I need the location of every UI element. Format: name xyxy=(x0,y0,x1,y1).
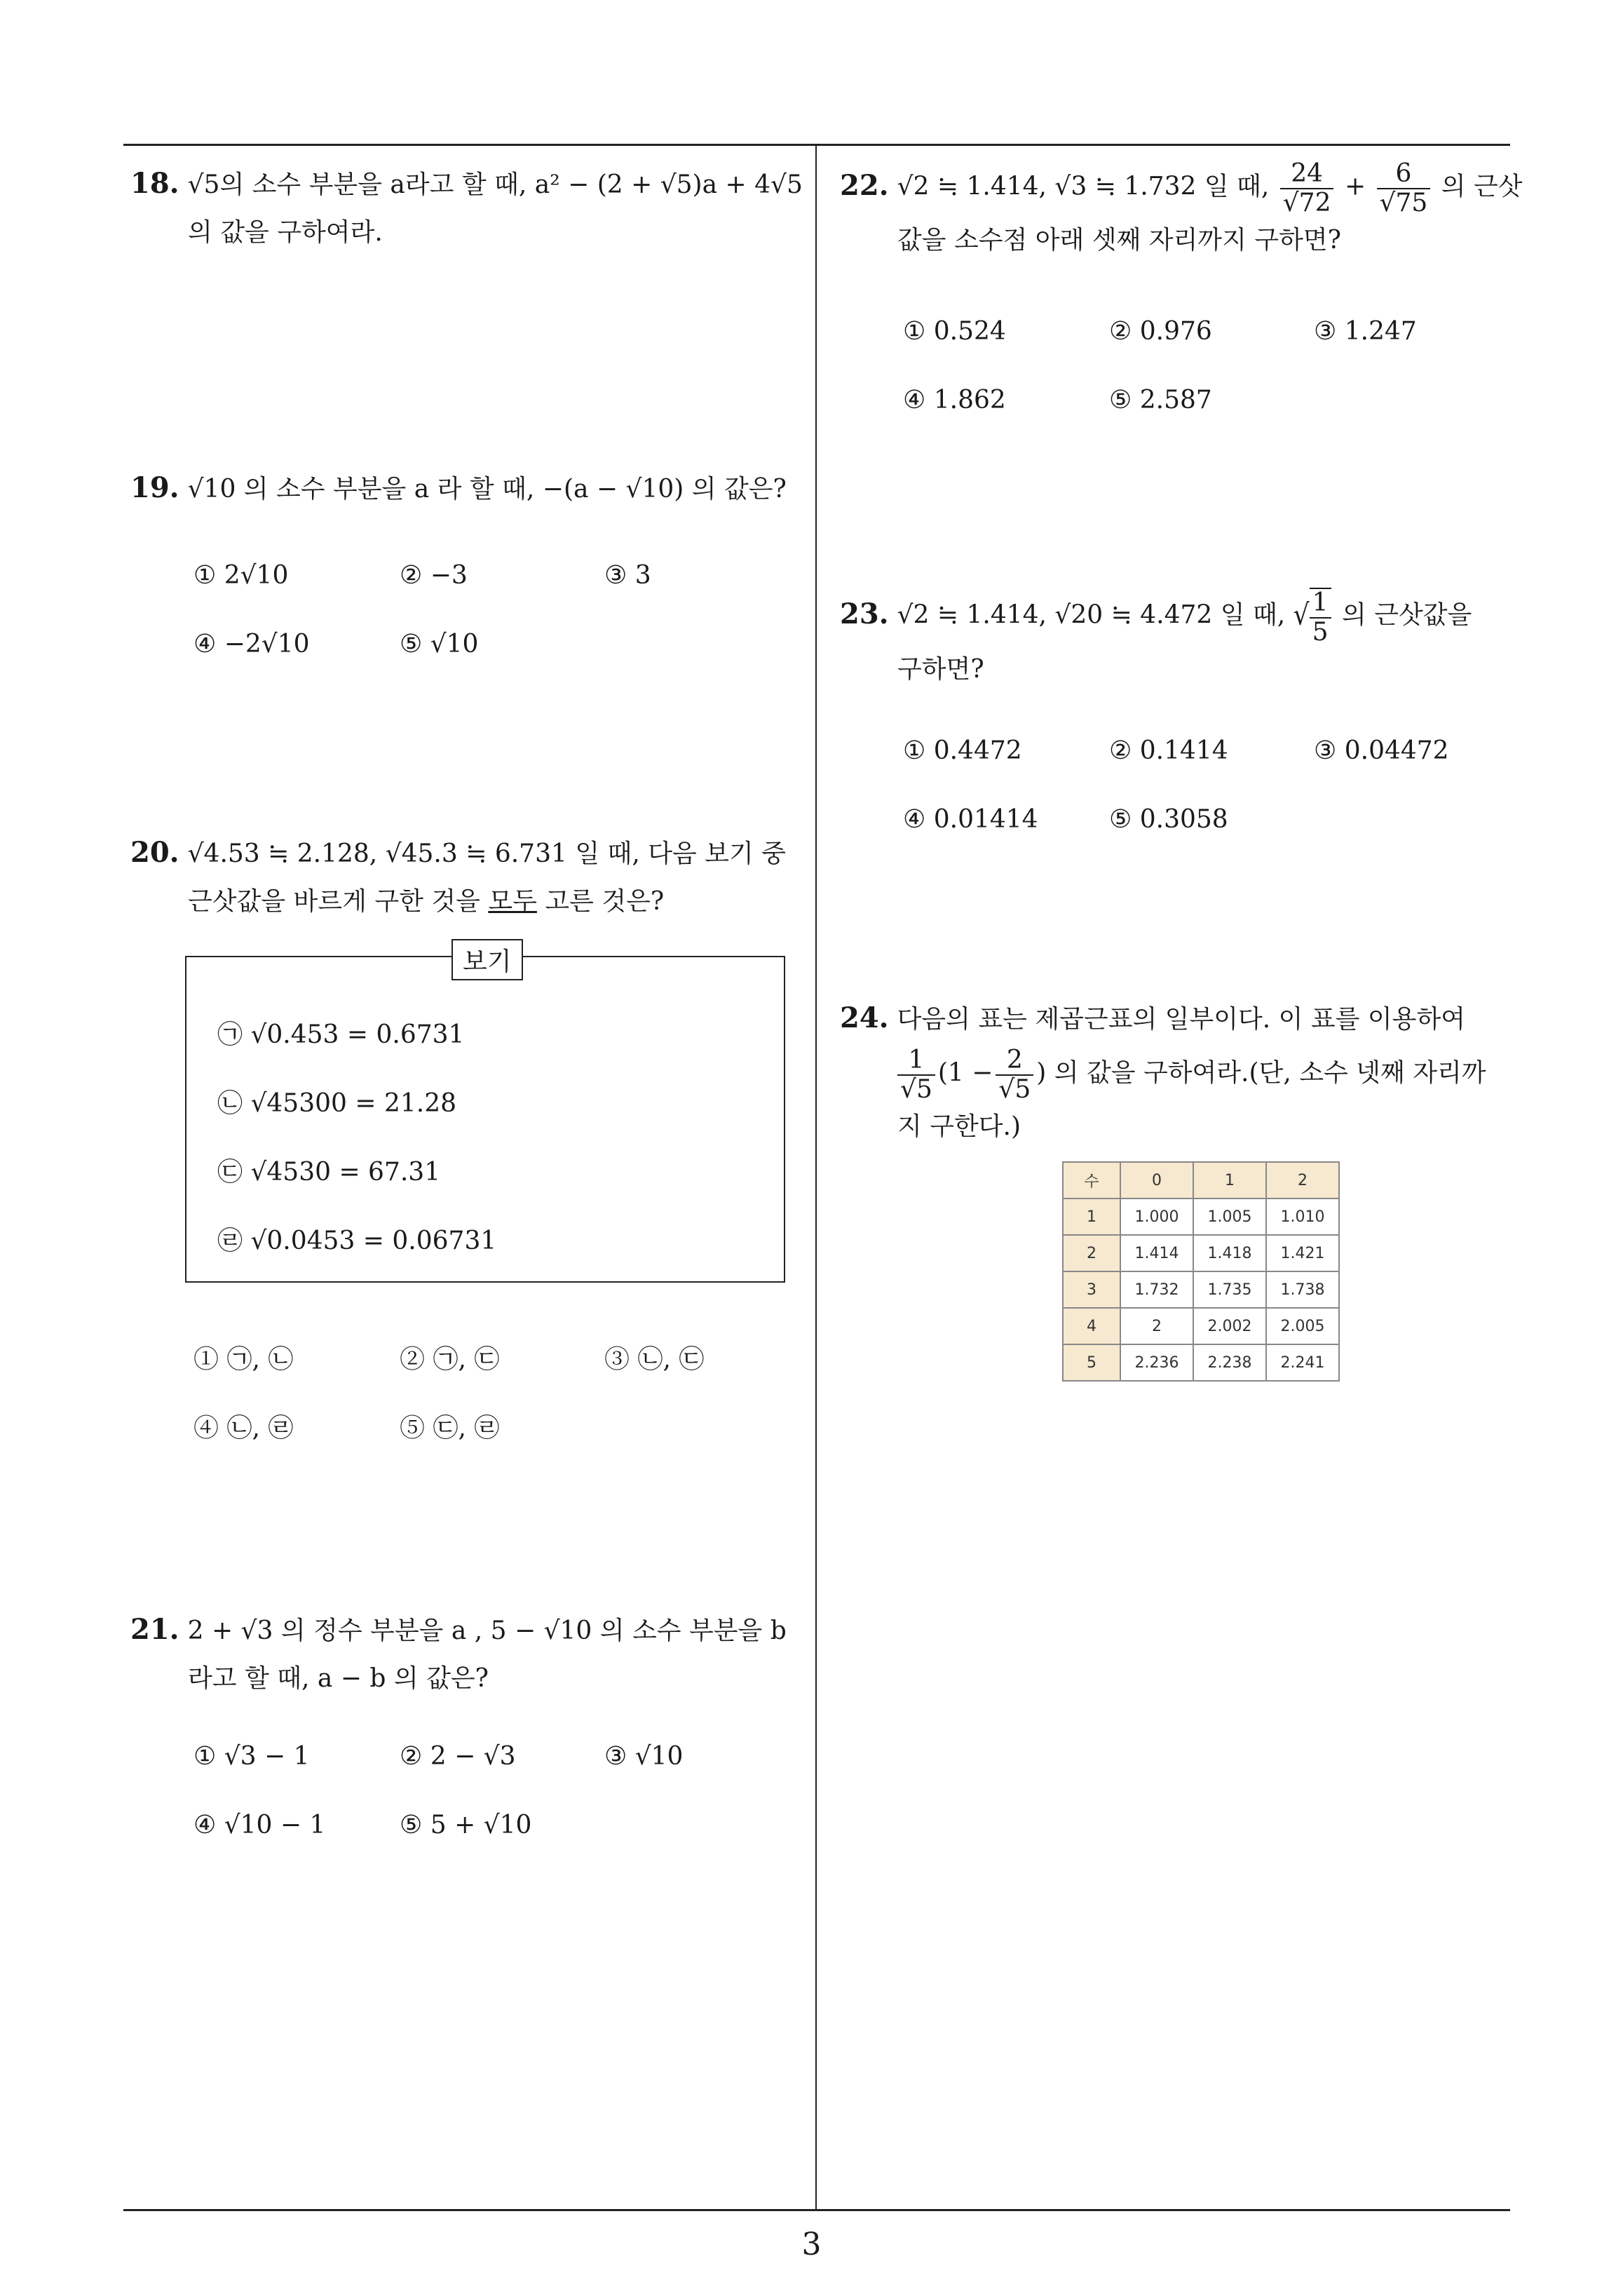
fraction-denominator: √72 xyxy=(1282,188,1331,217)
table-cell: 2.005 xyxy=(1266,1308,1339,1344)
choice-4[interactable]: ④ ㉡, ㉣ xyxy=(193,1414,294,1443)
question-text: 의 근삿값을 xyxy=(1341,600,1472,630)
choice-4[interactable]: ④ 0.01414 xyxy=(903,805,1038,834)
box-label: 보기 xyxy=(451,939,523,980)
fraction-numerator: 1 xyxy=(1310,589,1331,619)
choice-4[interactable]: ④ √10 − 1 xyxy=(193,1811,326,1839)
bottom-rule xyxy=(123,2209,1510,2211)
square-root-table xyxy=(1062,1161,1340,1382)
table-header-row xyxy=(1063,1162,1339,1198)
table-row xyxy=(1063,1344,1339,1381)
table-row-header: 5 xyxy=(1063,1344,1120,1381)
table-cell: 1.421 xyxy=(1266,1235,1339,1271)
column-divider xyxy=(815,146,817,2209)
table-row xyxy=(1063,1235,1339,1271)
fraction-numerator: 6 xyxy=(1377,160,1431,189)
fraction-denominator: √75 xyxy=(1379,188,1428,217)
table-row-header: 4 xyxy=(1063,1308,1120,1344)
example-box xyxy=(185,947,785,1283)
question-text: 지 구한다.) xyxy=(897,1112,1021,1142)
choice-1[interactable]: ① 2√10 xyxy=(193,561,289,590)
question-24 xyxy=(840,994,1486,1151)
question-text: √2 ≒ 1.414, √20 ≒ 4.472 일 때, xyxy=(897,600,1286,630)
table-cell: 2.236 xyxy=(1120,1344,1193,1381)
choice-3[interactable]: ③ √10 xyxy=(604,1742,684,1771)
fraction-denominator: √5 xyxy=(900,1074,932,1104)
table-cell: 1.732 xyxy=(1120,1271,1193,1308)
plus-sign: + xyxy=(1344,172,1366,201)
table-cell: 1.005 xyxy=(1193,1198,1266,1235)
question-number: 24. xyxy=(840,1001,889,1034)
table-row xyxy=(1063,1198,1339,1235)
table-row-header: 2 xyxy=(1063,1235,1120,1271)
question-number: 21. xyxy=(130,1613,179,1646)
question-text: (1 − xyxy=(937,1058,993,1088)
choice-3[interactable]: ③ 1.247 xyxy=(1314,317,1417,346)
top-rule xyxy=(123,144,1510,146)
table-row xyxy=(1063,1308,1339,1344)
box-item: ㉠ √0.453 = 0.6731 xyxy=(217,1020,465,1049)
table-cell: 2.241 xyxy=(1266,1344,1339,1381)
sqrt-icon: √ xyxy=(1293,598,1310,632)
table-row-header: 3 xyxy=(1063,1271,1120,1308)
question-text: 근삿값을 바르게 구한 것을 xyxy=(188,887,489,916)
page-number: 3 xyxy=(801,2227,822,2262)
question-text: √5의 소수 부분을 a라고 할 때, a² − (2 + √5)a + 4√5 xyxy=(187,170,803,199)
question-19 xyxy=(130,464,787,513)
choice-2[interactable]: ② ㉠, ㉢ xyxy=(400,1345,500,1374)
question-number: 19. xyxy=(130,471,179,504)
box-item: ㉣ √0.0453 = 0.06731 xyxy=(217,1227,497,1255)
choice-1[interactable]: ① 0.524 xyxy=(903,317,1006,346)
choice-2[interactable]: ② 0.976 xyxy=(1109,317,1212,346)
fraction-numerator: 1 xyxy=(897,1046,935,1076)
table-cell: 1.735 xyxy=(1193,1271,1266,1308)
question-number: 22. xyxy=(840,168,889,202)
question-text: 라고 할 때, a − b 의 값은? xyxy=(188,1664,489,1693)
choice-2[interactable]: ② 0.1414 xyxy=(1109,736,1228,765)
fraction-denominator: 5 xyxy=(1312,617,1329,647)
choice-3[interactable]: ③ ㉡, ㉢ xyxy=(604,1345,705,1374)
question-22 xyxy=(840,160,1523,264)
question-text: ) 의 값을 구하여라.(단, 소수 넷째 자리까 xyxy=(1036,1058,1486,1088)
table-row xyxy=(1063,1271,1339,1308)
question-21 xyxy=(130,1606,787,1703)
fraction-denominator: √5 xyxy=(998,1074,1031,1104)
fraction-numerator: 2 xyxy=(996,1046,1033,1076)
table-cell: 2.238 xyxy=(1193,1344,1266,1381)
choice-4[interactable]: ④ 1.862 xyxy=(903,386,1006,414)
box-item: ㉡ √45300 = 21.28 xyxy=(217,1089,457,1118)
question-text: 의 값을 구하여라. xyxy=(188,218,383,247)
question-text: √4.53 ≒ 2.128, √45.3 ≒ 6.731 일 때, 다음 보기 중 xyxy=(187,839,786,868)
choice-5[interactable]: ⑤ 2.587 xyxy=(1109,386,1212,414)
choice-4[interactable]: ④ −2√10 xyxy=(193,630,310,659)
table-header-cell: 수 xyxy=(1063,1162,1120,1198)
question-text: 다음의 표는 제곱근표의 일부이다. 이 표를 이용하여 xyxy=(897,1005,1465,1034)
table-cell: 1.414 xyxy=(1120,1235,1193,1271)
choice-5[interactable]: ⑤ 0.3058 xyxy=(1109,805,1228,834)
box-item: ㉢ √4530 = 67.31 xyxy=(217,1158,441,1187)
choice-3[interactable]: ③ 0.04472 xyxy=(1314,736,1449,765)
table-cell: 1.418 xyxy=(1193,1235,1266,1271)
question-text: 고른 것은? xyxy=(536,887,665,916)
table-header-cell: 1 xyxy=(1193,1162,1266,1198)
question-text: 구하면? xyxy=(897,655,984,684)
choice-2[interactable]: ② 2 − √3 xyxy=(400,1742,516,1771)
fraction xyxy=(996,1046,1033,1103)
choice-3[interactable]: ③ 3 xyxy=(604,561,651,590)
question-number: 23. xyxy=(840,597,889,630)
choice-1[interactable]: ① 0.4472 xyxy=(903,736,1022,765)
question-20 xyxy=(130,829,786,926)
fraction xyxy=(1280,160,1334,217)
table-row-header: 1 xyxy=(1063,1198,1120,1235)
choice-2[interactable]: ② −3 xyxy=(400,561,468,590)
question-text: 2 + √3 의 정수 부분을 a , 5 − √10 의 소수 부분을 b xyxy=(187,1616,787,1645)
choice-5[interactable]: ⑤ √10 xyxy=(400,630,479,659)
table-cell: 2.002 xyxy=(1193,1308,1266,1344)
question-number: 20. xyxy=(130,836,179,869)
fraction xyxy=(1310,588,1331,646)
question-text: 값을 소수점 아래 셋째 자리까지 구하면? xyxy=(897,226,1341,255)
fraction xyxy=(897,1046,935,1103)
choice-5[interactable]: ⑤ ㉢, ㉣ xyxy=(400,1414,500,1443)
question-text: 의 근삿 xyxy=(1441,172,1523,201)
emphasis-text: 모두 xyxy=(488,887,537,916)
question-18 xyxy=(130,160,803,257)
choice-5[interactable]: ⑤ 5 + √10 xyxy=(400,1811,532,1839)
table-header-cell: 0 xyxy=(1120,1162,1193,1198)
table-cell: 1.010 xyxy=(1266,1198,1339,1235)
choice-1[interactable]: ① ㉠, ㉡ xyxy=(193,1345,294,1374)
fraction xyxy=(1377,160,1431,217)
question-text: √10 의 소수 부분을 a 라 할 때, −(a − √10) 의 값은? xyxy=(187,475,787,504)
question-23 xyxy=(840,588,1472,694)
fraction-numerator: 24 xyxy=(1280,160,1334,189)
question-text: √2 ≒ 1.414, √3 ≒ 1.732 일 때, xyxy=(897,172,1270,201)
question-number: 18. xyxy=(130,167,179,200)
table-cell: 2 xyxy=(1120,1308,1193,1344)
choice-1[interactable]: ① √3 − 1 xyxy=(193,1742,310,1771)
table-cell: 1.738 xyxy=(1266,1271,1339,1308)
table-cell: 1.000 xyxy=(1120,1198,1193,1235)
table-header-cell: 2 xyxy=(1266,1162,1339,1198)
